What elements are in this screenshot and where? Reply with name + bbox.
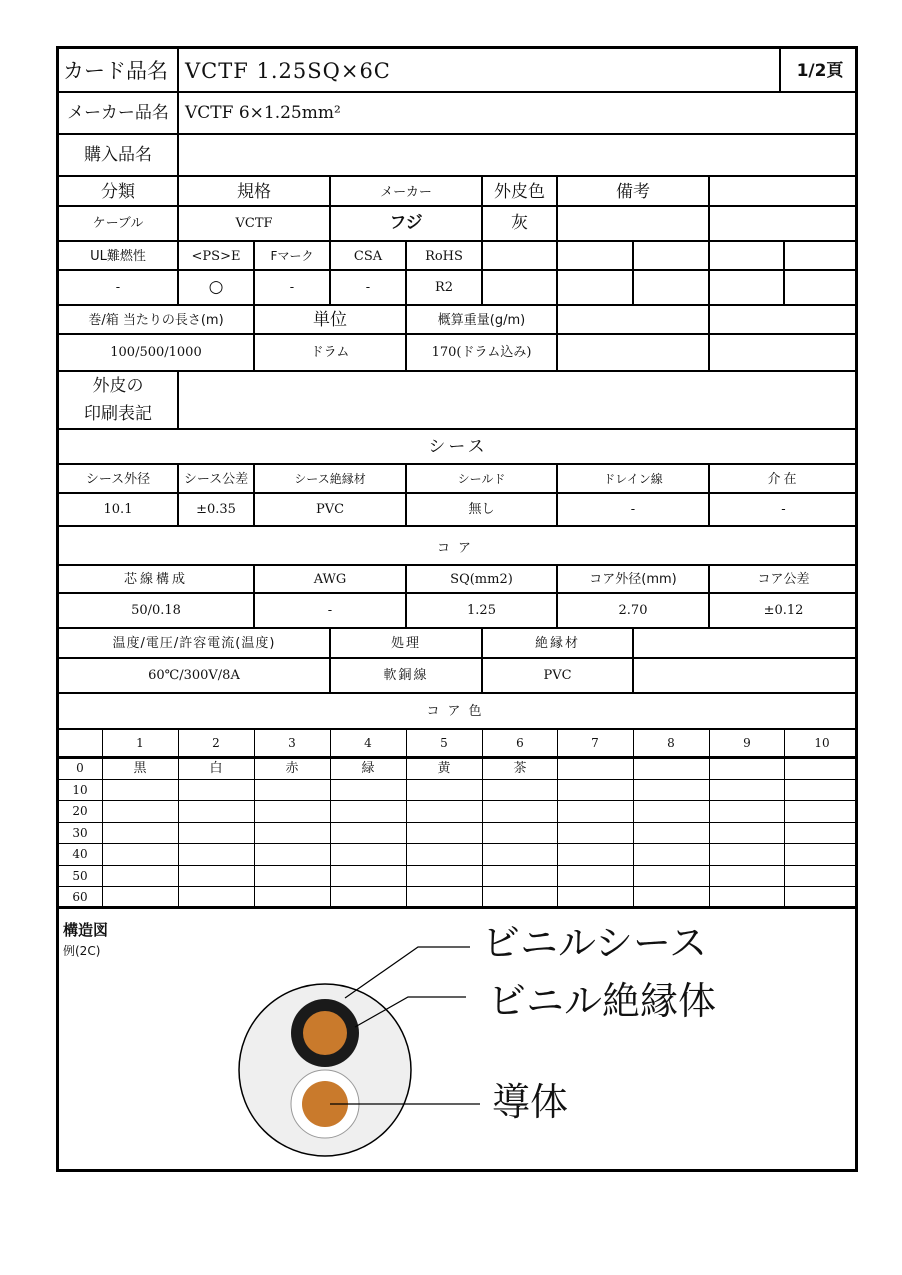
label-vinyl-insulation: ビニル絶縁体 [488, 979, 717, 1023]
sheath-value-drain: - [630, 501, 636, 517]
cert-value-rohs: R2 [434, 279, 454, 295]
rating-value-treatment: 軟銅線 [383, 667, 429, 683]
length-value-unit: ドラム [310, 344, 350, 360]
page-number: 1/2頁 [796, 60, 844, 81]
core-title: コア [436, 540, 479, 556]
cert-value-csa: - [365, 279, 371, 295]
core-color-column-header: 9 [743, 736, 751, 750]
core-color-column-header: 6 [516, 736, 524, 750]
sheath-header-filler: 介在 [767, 471, 800, 487]
print-label-line2: 印刷表記 [84, 403, 152, 424]
core-color-cell: 黒 [133, 760, 147, 776]
rating-header-insulation: 絶縁材 [534, 636, 580, 651]
general-value-maker: フジ [389, 212, 423, 233]
core-color-column-header: 2 [212, 736, 220, 750]
core-color-column-header: 5 [440, 736, 448, 750]
sheath-value-filler: - [781, 501, 786, 517]
label-conductor: 導体 [492, 1080, 569, 1124]
general-header-maker: メーカー [380, 184, 432, 200]
general-header-jacket-color: 外皮色 [494, 181, 545, 202]
core-color-row-label: 10 [72, 782, 88, 797]
core-value-awg: - [327, 602, 333, 618]
core-color-column-header: 8 [667, 736, 675, 750]
sheath-value-material: PVC [315, 501, 345, 517]
length-header-unit: 単位 [313, 309, 347, 330]
core-color-cell: 茶 [513, 760, 527, 776]
sheath-header-drain: ドレイン線 [603, 472, 663, 486]
core-color-row-label: 50 [72, 868, 88, 883]
purchase-name-label: 購入品名 [84, 144, 152, 165]
core-header-tolerance: コア公差 [757, 572, 810, 587]
leader-line-sheath [345, 947, 470, 998]
sheath-header-shield: シールド [457, 472, 506, 486]
cert-header-csa: CSA [353, 248, 383, 264]
rating-value-insulation: PVC [543, 667, 572, 683]
general-header-classification: 分類 [101, 181, 135, 202]
maker-name-value: VCTF 6×1.25mm² [185, 102, 341, 123]
cert-value-pse: ○ [208, 276, 224, 297]
sheath-value-shield: 無し [468, 501, 495, 517]
core-color-row-label: 60 [72, 889, 88, 904]
core-color-column-header: 10 [814, 736, 830, 750]
core-header-sq: SQ(mm2) [450, 572, 513, 587]
core-color-cell: 白 [209, 760, 223, 776]
core-color-column-header: 1 [136, 736, 144, 750]
core-color-row-label: 0 [76, 761, 84, 775]
cert-value-ul: - [115, 279, 121, 295]
label-vinyl-sheath: ビニルシース [482, 921, 708, 965]
diagram-subtitle: 例(2C) [63, 944, 101, 958]
length-header-weight: 概算重量(g/m) [437, 312, 526, 328]
core-color-cell: 赤 [285, 760, 299, 776]
core-value-tolerance: ±0.12 [763, 602, 804, 618]
length-header-per-reel: 巻/箱 当たりの長さ(m) [88, 312, 224, 328]
general-value-standard: VCTF [235, 215, 273, 231]
sheath-header-material: シース絶縁材 [294, 472, 366, 486]
core-color-column-header: 3 [288, 736, 296, 750]
length-value-per-reel: 100/500/1000 [110, 344, 202, 360]
rating-value-temp-voltage: 60℃/300V/8A [148, 667, 240, 683]
length-value-weight: 170(ドラム込み) [431, 344, 532, 360]
general-value-classification: ケーブル [92, 215, 144, 231]
core-value-sq: 1.25 [467, 602, 496, 618]
general-value-jacket-color: 灰 [511, 212, 528, 233]
core-color-title: コア色 [426, 703, 490, 719]
rating-header-temp-voltage: 温度/電圧/許容電流(温度) [112, 636, 276, 651]
cert-header-rohs: RoHS [425, 248, 463, 264]
general-header-standard: 規格 [237, 181, 271, 202]
sheath-value-tolerance: ±0.35 [196, 501, 236, 517]
maker-name-label: メーカー品名 [67, 102, 169, 123]
print-label-line1: 外皮の [92, 375, 144, 396]
core-color-column-header: 7 [591, 736, 599, 750]
core-color-row-label: 40 [72, 847, 88, 861]
general-header-remarks: 備考 [616, 181, 650, 202]
core-color-cell: 緑 [361, 760, 375, 776]
sheath-value-od: 10.1 [103, 501, 133, 517]
cert-header-ul: UL難燃性 [90, 248, 146, 264]
core-header-awg: AWG [313, 572, 347, 587]
core-color-cell: 黄 [437, 760, 451, 776]
core-color-column-header: 4 [364, 736, 372, 750]
cert-header-pse: <PS>E [191, 248, 241, 264]
card-name-label: カード品名 [63, 58, 168, 83]
core-color-row-label: 30 [72, 825, 88, 840]
diagram-title: 構造図 [63, 920, 109, 939]
conductor-top-circle [303, 1011, 347, 1055]
sheath-header-tolerance: シース公差 [183, 471, 249, 487]
core-color-row-label: 20 [72, 804, 88, 818]
card-name-value: VCTF 1.25SQ×6C [185, 58, 391, 83]
core-header-strand: 芯線構成 [123, 572, 188, 587]
sheath-title: シース [428, 436, 488, 457]
rating-header-treatment: 処理 [390, 636, 421, 651]
core-value-strand: 50/0.18 [131, 602, 181, 618]
cert-value-fmark: - [289, 279, 295, 295]
core-value-od: 2.70 [618, 602, 648, 618]
core-header-od: コア外径(mm) [589, 572, 677, 587]
cert-header-fmark: Fマーク [270, 249, 314, 263]
sheath-header-od: シース外径 [85, 471, 151, 487]
